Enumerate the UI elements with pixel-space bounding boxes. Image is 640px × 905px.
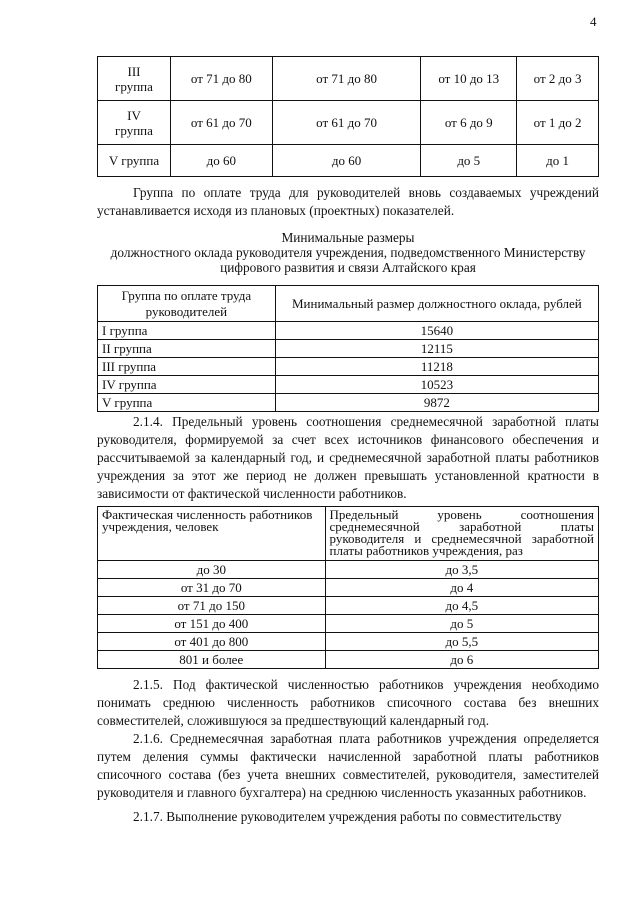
paragraph-new-institutions: Группа по оплате труда для руководителей вновь создаваемых учреждений устанавливается исходя из плановых (проектных) показателей.: [97, 185, 599, 218]
count-cell: от 71 до 150: [98, 597, 326, 615]
count-cell: от 31 до 70: [98, 579, 326, 597]
ratio-cell: до 6: [325, 651, 598, 669]
table-cell: от 61 до 70: [170, 101, 272, 145]
table-row: [98, 633, 599, 651]
page-number: 4: [590, 14, 597, 29]
ratio-cell: до 5: [325, 615, 598, 633]
ratio-cell: до 3,5: [325, 561, 598, 579]
table-row: [98, 615, 599, 633]
table-cell: от 10 до 13: [421, 57, 517, 101]
paragraph-2-1-7: 2.1.7. Выполнение руководителем учреждения работы по совместительству: [133, 809, 562, 824]
salary-cell: 15640: [275, 322, 598, 340]
salary-cell: 10523: [275, 376, 598, 394]
group-cell: IV группа: [98, 101, 171, 145]
groups-table-continued: [97, 56, 599, 177]
salary-cell: 11218: [275, 358, 598, 376]
group-cell: III группа: [98, 57, 171, 101]
group-cell: I группа: [98, 322, 276, 340]
count-cell: от 151 до 400: [98, 615, 326, 633]
paragraph-2-1-5: 2.1.5. Под фактической численностью работников учреждения необходимо понимать среднюю численность работников списочного состава без внешних совместителей, сложившуюся за предшествующий календарный год.: [97, 677, 599, 728]
table-cell: до 60: [170, 145, 272, 177]
count-cell: от 401 до 800: [98, 633, 326, 651]
group-cell: V группа: [98, 394, 276, 412]
table-row: [98, 358, 599, 376]
count-cell: до 30: [98, 561, 326, 579]
table-cell: от 71 до 80: [170, 57, 272, 101]
table-cell: от 6 до 9: [421, 101, 517, 145]
group-cell: V группа: [98, 145, 171, 177]
table-row: [98, 579, 599, 597]
header-salary: Минимальный размер должностного оклада, рублей: [275, 286, 598, 322]
table-row: [98, 597, 599, 615]
table-row: [98, 340, 599, 358]
table-row: [98, 394, 599, 412]
salary-table-title: Минимальные размеры: [281, 230, 415, 245]
salary-cell: 12115: [275, 340, 598, 358]
group-cell: III группа: [98, 358, 276, 376]
table-row: [98, 57, 599, 101]
min-salary-table: [97, 285, 599, 412]
salary-ratio-table: [97, 506, 599, 669]
header-count: Фактическая численность работников учреждения, человек: [98, 507, 326, 561]
table-row: [98, 561, 599, 579]
header-ratio: Предельный уровень соотношения среднемесячной заработной платы руководителя и среднемесячной заработной платы работников учреждения, раз: [325, 507, 598, 561]
salary-cell: 9872: [275, 394, 598, 412]
table-cell: от 61 до 70: [272, 101, 421, 145]
paragraph-2-1-6: 2.1.6. Среднемесячная заработная плата работников учреждения определяется путем деления суммы фактически начисленной заработной платы работников списочного состава (без учета внешних совместителей, руководителя, заместителей руководителя и главного бухгалтера) на среднюю численность указанных работников.: [97, 731, 599, 800]
paragraph-2-1-4: 2.1.4. Предельный уровень соотношения среднемесячной заработной платы руководителя, формируемой за счет всех источников финансового обеспечения и рассчитываемой за календарный год, и среднемесячной заработной платы работников учреждения за этот же период не должен превышать установленной кратности в зависимости от фактической численности работников.: [97, 414, 599, 501]
table-row: [98, 101, 599, 145]
header-group: Группа по оплате труда руководителей: [98, 286, 276, 322]
table-cell: от 1 до 2: [517, 101, 599, 145]
table-row: [98, 322, 599, 340]
group-cell: II группа: [98, 340, 276, 358]
ratio-cell: до 4,5: [325, 597, 598, 615]
table-cell: до 1: [517, 145, 599, 177]
table-row: [98, 145, 599, 177]
salary-table-subtitle: должностного оклада руководителя учреждения, подведомственного Министерству цифрового развития и связи Алтайского края: [110, 245, 586, 275]
group-cell: IV группа: [98, 376, 276, 394]
table-header-row: [98, 286, 599, 322]
table-cell: от 71 до 80: [272, 57, 421, 101]
count-cell: 801 и более: [98, 651, 326, 669]
table-cell: от 2 до 3: [517, 57, 599, 101]
table-cell: до 5: [421, 145, 517, 177]
table-header-row: [98, 507, 599, 561]
table-cell: до 60: [272, 145, 421, 177]
ratio-cell: до 4: [325, 579, 598, 597]
table-row: [98, 376, 599, 394]
table-row: [98, 651, 599, 669]
ratio-cell: до 5,5: [325, 633, 598, 651]
